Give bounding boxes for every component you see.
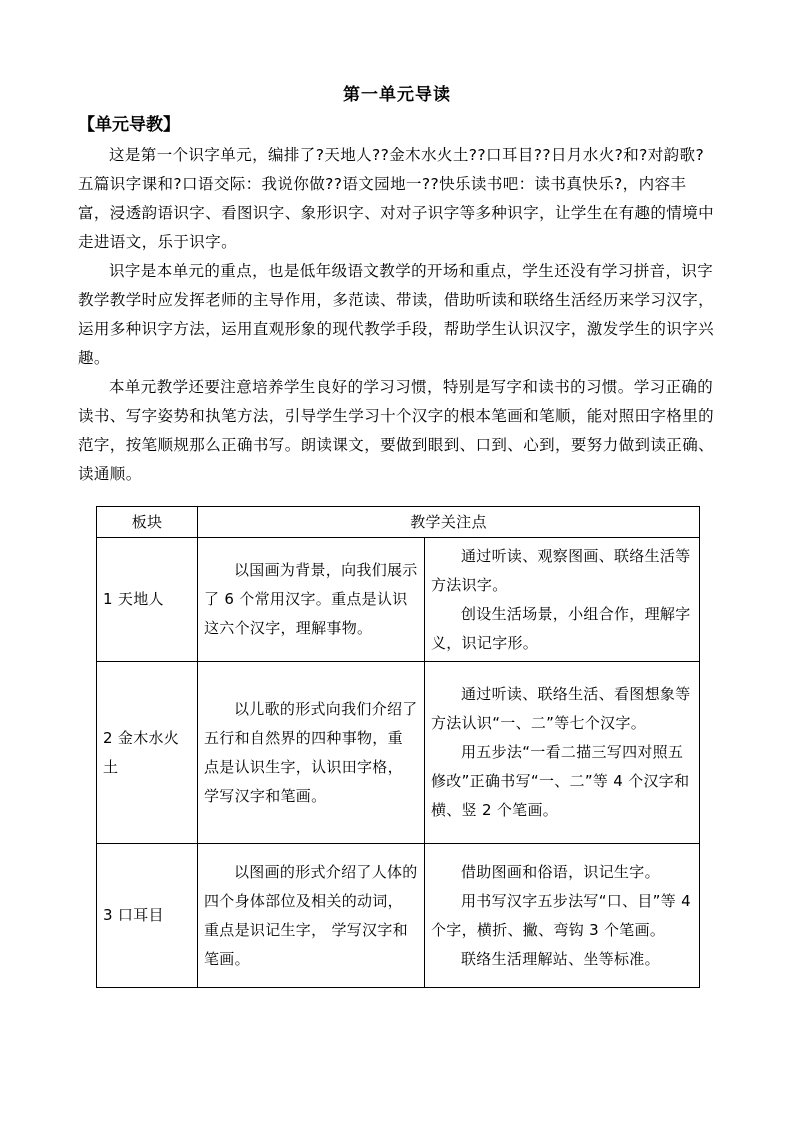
header-section: 板块	[97, 507, 198, 538]
page-title: 第一单元导读	[343, 85, 451, 105]
focus-point: 创设生活场景，小组合作，理解字义，识记字形。	[431, 604, 691, 652]
header-focus: 教学关注点	[198, 507, 700, 538]
focus-point: 通过听读、联络生活、看图想象等方法认识“一、二”等七个汉字。	[431, 685, 691, 732]
lesson-name: 2 金木水火土	[97, 662, 198, 844]
lesson-focus	[425, 538, 700, 662]
lesson-intro-text: 以儿歌的形式向我们介绍了五行和自然界的四种事物，重点是认识生字，认识田字格，学写汉字和笔画。	[204, 699, 418, 805]
focus-point: 通过听读、观察图画、联络生活等方法识字。	[431, 546, 691, 594]
lesson-name: 3 口耳目	[97, 844, 198, 988]
table-row	[97, 662, 700, 844]
lesson-intro	[198, 662, 425, 844]
intro-paragraph-2: 识字是本单元的重点，也是低年级语文教学的开场和重点，学生还没有学习拼音，识字教学教学时应发挥老师的主导作用，多范读、带读，借助听读和联络生活经历来学习汉字，运用多种识字方法，运用直观形象的现代教学手段，帮助学生认识汉字，激发学生的识字兴趣。	[78, 262, 715, 367]
focus-point: 用书写汉字五步法写“口、目”等 4 个字，横折、撇、弯钩 3 个笔画。	[431, 891, 691, 939]
table-header-row	[97, 507, 700, 538]
lesson-intro-text: 以图画的形式介绍了人体的四个身体部位及相关的动词，重点是识记生字， 学写汉字和笔画。	[204, 862, 418, 968]
section-heading: 【单元导教】	[78, 115, 180, 135]
focus-point: 联络生活理解站、坐等标准。	[461, 949, 660, 968]
intro-paragraph-1: 这是第一个识字单元，编排了?天地人??金木水火土??口耳目??日月水火?和?对韵歌?五篇识字课和?口语交际：我说你做??语文园地一??快乐读书吧：读书真快乐?，内容丰富，浸透韵语识字、看图识字、象形识字、对对子识字等多种识字，让学生在有趣的情境中走进语文，乐于识字。	[78, 146, 715, 251]
lesson-name: 1 天地人	[97, 538, 198, 662]
lesson-focus	[425, 662, 700, 844]
lesson-focus	[425, 844, 700, 988]
lesson-intro-text: 以国画为背景，向我们展示了 6 个常用汉字。重点是认识这六个汉字，理解事物。	[204, 561, 418, 637]
lesson-intro	[198, 844, 425, 988]
lesson-intro	[198, 538, 425, 662]
teaching-focus-table	[96, 506, 700, 988]
focus-point: 用五步法“一看二描三写四对照五修改”正确书写“一、二”等 4 个汉字和横、竖 2 个笔画。	[431, 743, 690, 819]
intro-paragraph-3: 本单元教学还要注意培养学生良好的学习习惯，特别是写字和读书的习惯。学习正确的读书、写字姿势和执笔方法，引导学生学习十个汉字的根本笔画和笔顺，能对照田字格里的范字，按笔顺规那么正确书写。朗读课文，要做到眼到、口到、心到，要努力做到读正确、读通顺。	[78, 378, 715, 483]
focus-point: 借助图画和俗语，识记生字。	[461, 862, 660, 881]
table-row	[97, 538, 700, 662]
table-row	[97, 844, 700, 988]
